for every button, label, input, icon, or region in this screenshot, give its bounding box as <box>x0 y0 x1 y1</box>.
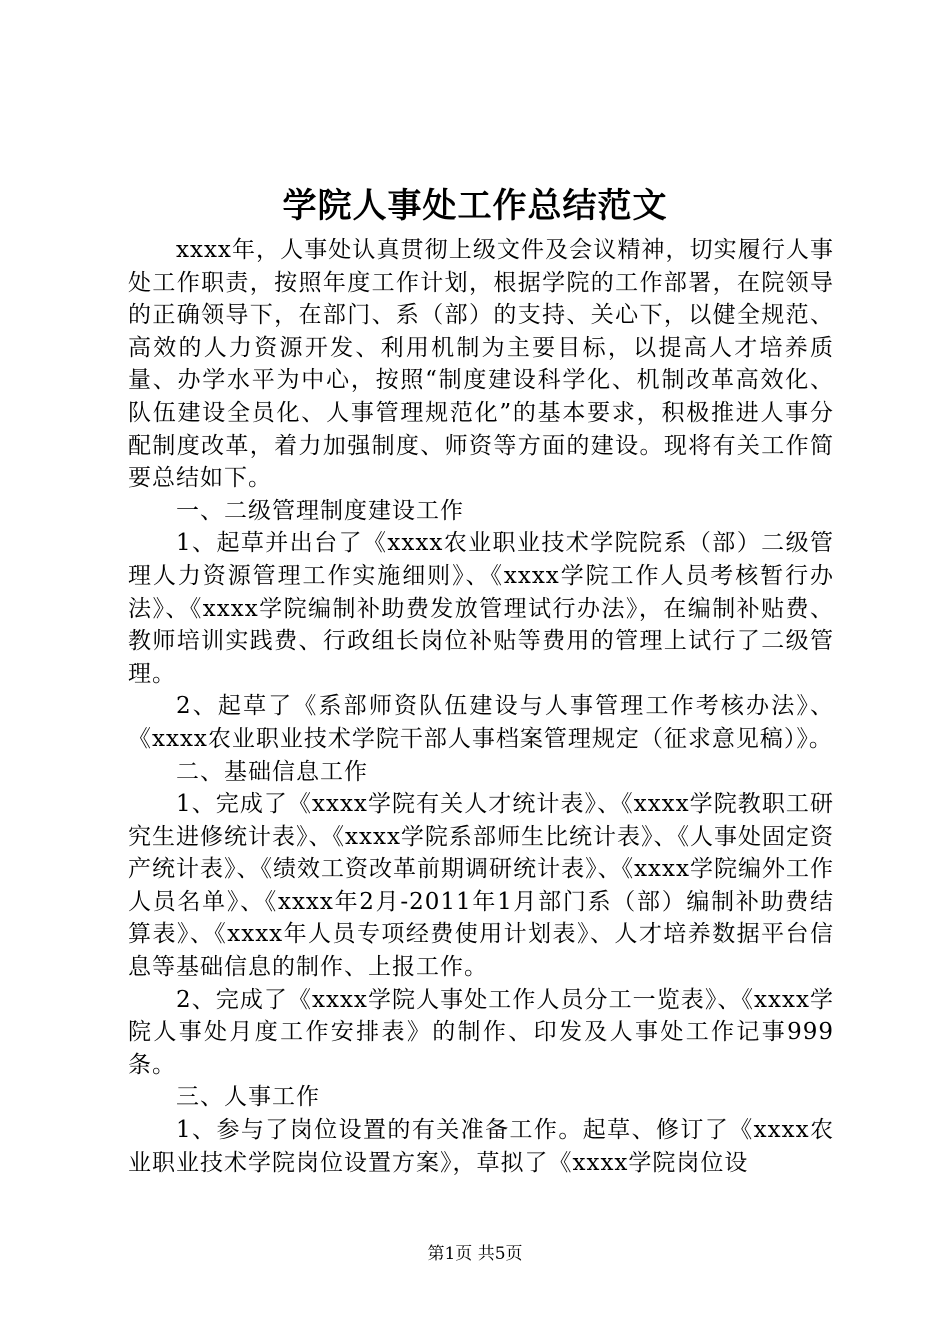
section-heading-1: 一、二级管理制度建设工作 <box>176 497 464 524</box>
paragraph-1-2: 2、起草了《系部师资队伍建设与人事管理工作考核办法》、《xxxx农业职业技术学院干部人事档案管理规定（征求意见稿）》。 <box>128 693 834 752</box>
document-body <box>128 234 834 1179</box>
paragraph-1-1: 1、起草并出台了《xxxx农业职业技术学院院系（部）二级管理人力资源管理工作实施细则》、《xxxx学院工作人员考核暂行办法》、《xxxx学院编制补助费发放管理试行办法》，在编制补贴费、教师培训实践费、行政组长岗位补贴等费用的管理上试行了二级管理。 <box>128 530 834 687</box>
section-heading-3: 三、人事工作 <box>176 1084 320 1111</box>
section-heading-2: 二、基础信息工作 <box>176 758 368 785</box>
paragraph-2-2: 2、完成了《xxxx学院人事处工作人员分工一览表》、《xxxx学院人事处月度工作安排表》的制作、印发及人事处工作记事999条。 <box>128 986 834 1078</box>
page-footer: 第1页 共5页 <box>427 1244 523 1264</box>
paragraph-2-1: 1、完成了《xxxx学院有关人才统计表》、《xxxx学院教职工研究生进修统计表》、《xxxx学院系部师生比统计表》、《人事处固定资产统计表》、《绩效工资改革前期调研统计表》、《xxxx学院编外工作人员名单》、《xxxx年2月-2011年1月部门系（部）编制补助费结算表》、《xxxx年人员专项经费使用计划表》、人才培养数据平台信息等基础信息的制作、上报工作。 <box>128 791 834 981</box>
paragraph-intro: xxxx年，人事处认真贯彻上级文件及会议精神，切实履行人事处工作职责，按照年度工作计划，根据学院的工作部署，在院领导的正确领导下，在部门、系（部）的支持、关心下，以健全规范、高效的人力资源开发、利用机制为主要目标，以提高人才培养质量、办学水平为中心，按照“制度建设科学化、机制改革高效化、队伍建设全员化、人事管理规范化”的基本要求，积极推进人事分配制度改革，着力加强制度、师资等方面的建设。现将有关工作简要总结如下。 <box>128 237 834 492</box>
document-title: 学院人事处工作总结范文 <box>282 186 668 226</box>
paragraph-3-1: 1、参与了岗位设置的有关准备工作。起草、修订了《xxxx农业职业技术学院岗位设置方案》，草拟了《xxxx学院岗位设 <box>128 1117 834 1176</box>
